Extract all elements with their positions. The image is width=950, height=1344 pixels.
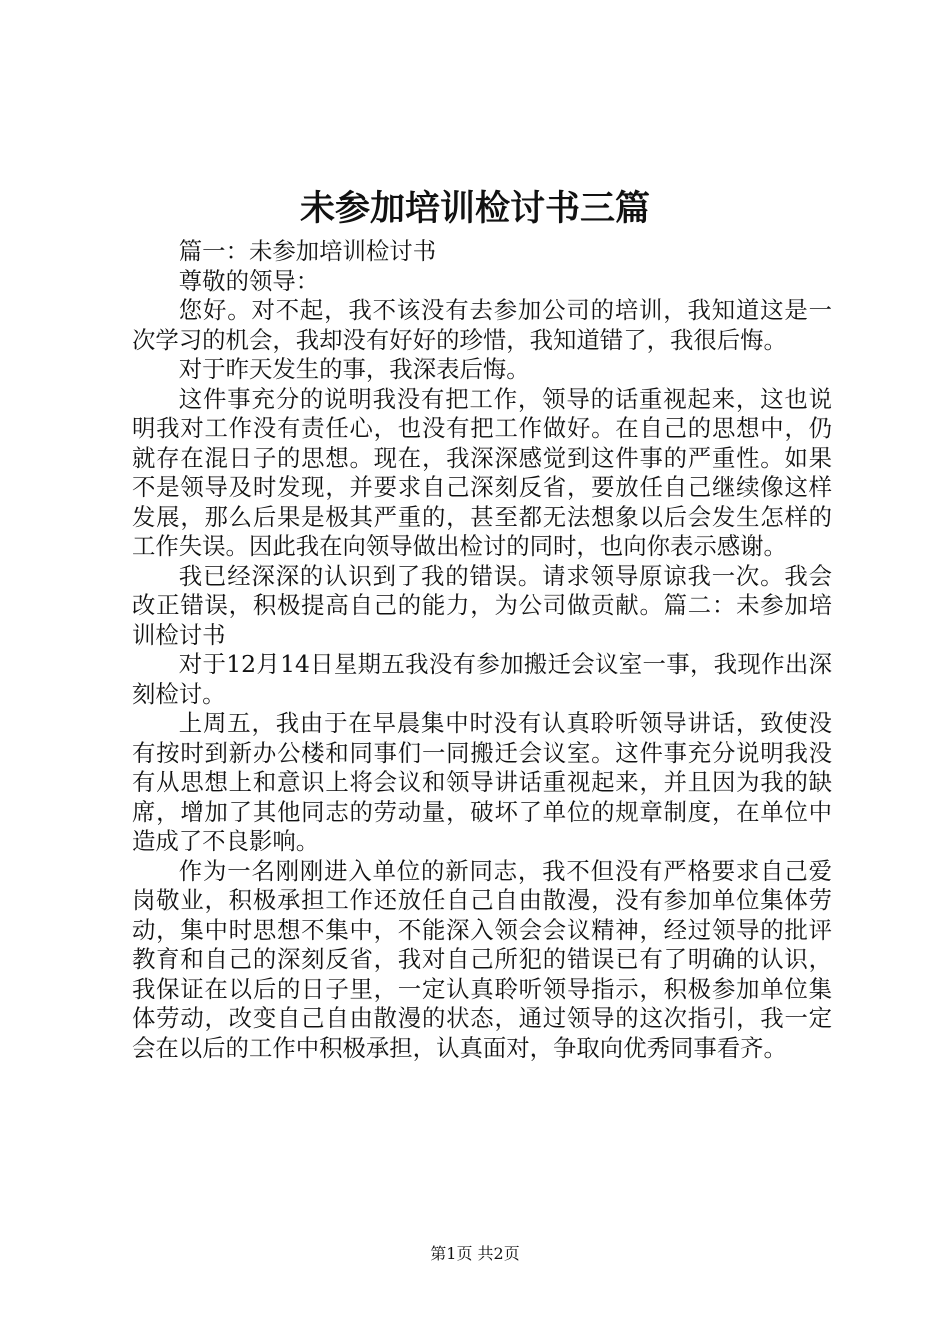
body-paragraph: 上周五，我由于在早晨集中时没有认真聆听领导讲话，致使没有按时到新办公楼和同事们一同搬迁会议室。这件事充分说明我没有从思想上和意识上将会议和领导讲话重视起来，并且因为我的缺席，增加了其他同志的劳动量，破坏了单位的规章制度，在单位中造成了不良影响。	[132, 709, 832, 855]
document-body	[132, 237, 832, 1063]
document-title: 未参加培训检讨书三篇	[299, 188, 650, 229]
section-heading: 篇一：未参加培训检讨书	[178, 237, 437, 265]
body-paragraph: 对于12月14日星期五我没有参加搬迁会议室一事，我现作出深刻检讨。	[132, 650, 832, 708]
body-paragraph: 我已经深深的认识到了我的错误。请求领导原谅我一次。我会改正错误，积极提高自己的能力，为公司做贡献。篇二：未参加培训检讨书	[132, 561, 832, 649]
body-paragraph: 这件事充分的说明我没有把工作，领导的话重视起来，这也说明我对工作没有责任心，也没有把工作做好。在自己的思想中，仍就存在混日子的思想。现在，我深深感觉到这件事的严重性。如果不是领导及时发现，并要求自己深刻反省，要放任自己继续像这样发展，那么后果是极其严重的，甚至都无法想象以后会发生怎样的工作失误。因此我在向领导做出检讨的同时，也向你表示感谢。	[132, 384, 832, 560]
page-number-footer: 第1页 共2页	[430, 1244, 520, 1263]
salutation: 尊敬的领导：	[178, 266, 320, 295]
body-paragraph: 对于昨天发生的事，我深表后悔。	[178, 355, 530, 383]
body-paragraph: 作为一名刚刚进入单位的新同志，我不但没有严格要求自己爱岗敬业，积极承担工作还放任自己自由散漫，没有参加单位集体劳动，集中时思想不集中，不能深入领会会议精神，经过领导的批评教育和自己的深刻反省，我对自己所犯的错误已有了明确的认识，我保证在以后的日子里，一定认真聆听领导指示，积极参加单位集体劳动，改变自己自由散漫的状态，通过领导的这次指引，我一定会在以后的工作中积极承担，认真面对，争取向优秀同事看齐。	[132, 856, 832, 1062]
body-paragraph: 您好。对不起，我不该没有去参加公司的培训，我知道这是一次学习的机会，我却没有好好的珍惜，我知道错了，我很后悔。	[132, 296, 832, 354]
